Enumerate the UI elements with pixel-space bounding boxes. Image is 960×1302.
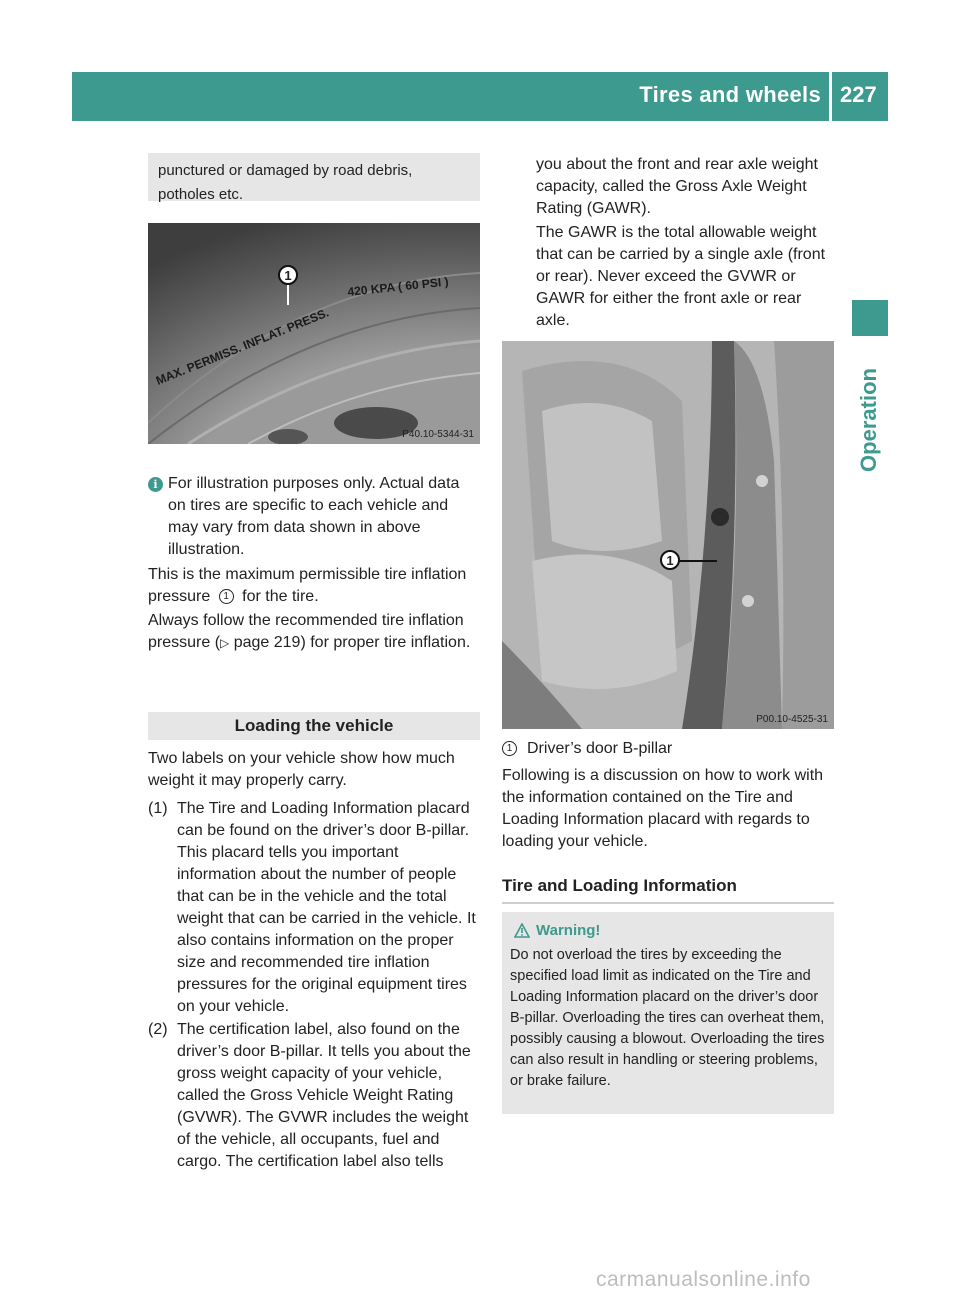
warning-triangle-icon [514, 923, 530, 938]
following-paragraph-text: Following is a discussion on how to work with the information contained on the Tire and Loading Information placard with regards to loading your vehicle. [502, 767, 824, 850]
warning-text: Do not overload the tires by exceeding the specified load limit as indicated on the Tire and Loading Information placard on the driver’s door B-pillar. Overloading the tires can overheat them, possibly causing a blowout. Overloading the tires can also result in handling or steering problems, or brake failure. [510, 947, 825, 1089]
max-pressure-text-a: This is the maximum permissible tire inflation pressure [148, 566, 467, 605]
warning-title: Warning! [536, 922, 601, 939]
list-number: (1) [148, 800, 168, 817]
side-tab-label: Operation [856, 368, 881, 472]
recommended-text-b: page 219) for proper tire inflation. [229, 634, 471, 651]
tire-sidewall-illustration [148, 223, 480, 444]
tire-callout-1: 1 [278, 265, 298, 285]
info-note [148, 473, 480, 561]
figure-legend [502, 738, 834, 760]
warning-box [502, 912, 834, 1114]
label-list-item-2 [148, 1019, 480, 1173]
info-note-text: For illustration purposes only. Actual data on tires are specific to each vehicle and may vary from data shown in above illustration. [168, 475, 460, 558]
section-intro-text: Two labels on your vehicle show how much weight it may properly carry. [148, 750, 455, 789]
svg-text:MAX. PERMISS. INFLAT. PRESS.: MAX. PERMISS. INFLAT. PRESS. [153, 305, 331, 388]
seat-figure-code: P00.10-4525-31 [756, 714, 828, 725]
watermark: carmanualsonline.info [596, 1268, 811, 1291]
max-pressure-paragraph [148, 564, 480, 608]
section-intro [148, 748, 480, 792]
label-list-item-1 [148, 798, 480, 1018]
gawr-continuation-text: you about the front and rear axle weight capacity, called the Gross Axle Weight Rating (GAWR). [536, 156, 818, 217]
page-number: 227 [840, 82, 877, 107]
gawr-paragraph [536, 222, 834, 332]
seat-callout-1: 1 [660, 550, 680, 570]
recommended-text-a: Always follow the recommended tire inflation pressure ( [148, 612, 464, 651]
callout-ref-1: 1 [219, 589, 234, 604]
section-title: Tires and wheels [639, 82, 821, 107]
door-b-pillar-illustration [502, 341, 834, 729]
door-b-pillar-graphic [502, 341, 834, 729]
max-pressure-text-b: for the tire. [242, 588, 319, 605]
side-tab-marker [852, 300, 888, 336]
section-heading [148, 712, 480, 740]
following-paragraph [502, 765, 834, 853]
header-divider [829, 72, 832, 121]
list-item-text: The certification label, also found on the driver’s door B-pillar. It tells you about the gross weight capacity of your vehicle, called the Gross Vehicle Weight Rating (GVWR). The GVWR includes the weight of the vehicle, all occupants, fuel and cargo. The certification label also tells [177, 1021, 471, 1170]
tire-sidewall-graphic [148, 223, 480, 444]
warning-header [510, 920, 826, 941]
continued-note-text: punctured or damaged by road debris, potholes etc. [158, 162, 413, 203]
side-tab [845, 345, 893, 495]
legend-text: Driver’s door B-pillar [527, 740, 673, 757]
info-icon: i [148, 477, 163, 492]
list-number: (2) [148, 1021, 168, 1038]
section-heading-text: Loading the vehicle [234, 716, 394, 735]
subheading-text: Tire and Loading Information [502, 876, 737, 895]
gawr-paragraph-text: The GAWR is the total allowable weight that can be carried by a single axle (front or rear). Never exceed the GVWR or GAWR for either the front axle or rear axle. [536, 224, 826, 329]
tire-figure-code: P40.10-5344-31 [402, 429, 474, 440]
continued-note [148, 153, 480, 201]
subheading [502, 876, 834, 904]
page-ref-arrow-icon: ▷ [220, 636, 230, 650]
gawr-continuation [536, 154, 834, 220]
list-item-text: The Tire and Loading Information placard can be found on the driver’s door B-pillar. This placard tells you important information about the number of people that can be in the vehicle and the total weight that can be carried in the vehicle. It also contains information on the proper size and recommended tire inflation pressures for the original equipment tires on your vehicle. [177, 800, 476, 1015]
svg-text:420 KPA ( 60 PSI ): 420 KPA ( 60 PSI ) [346, 274, 450, 299]
recommended-pressure-paragraph [148, 610, 480, 654]
legend-callout-1: 1 [502, 741, 517, 756]
